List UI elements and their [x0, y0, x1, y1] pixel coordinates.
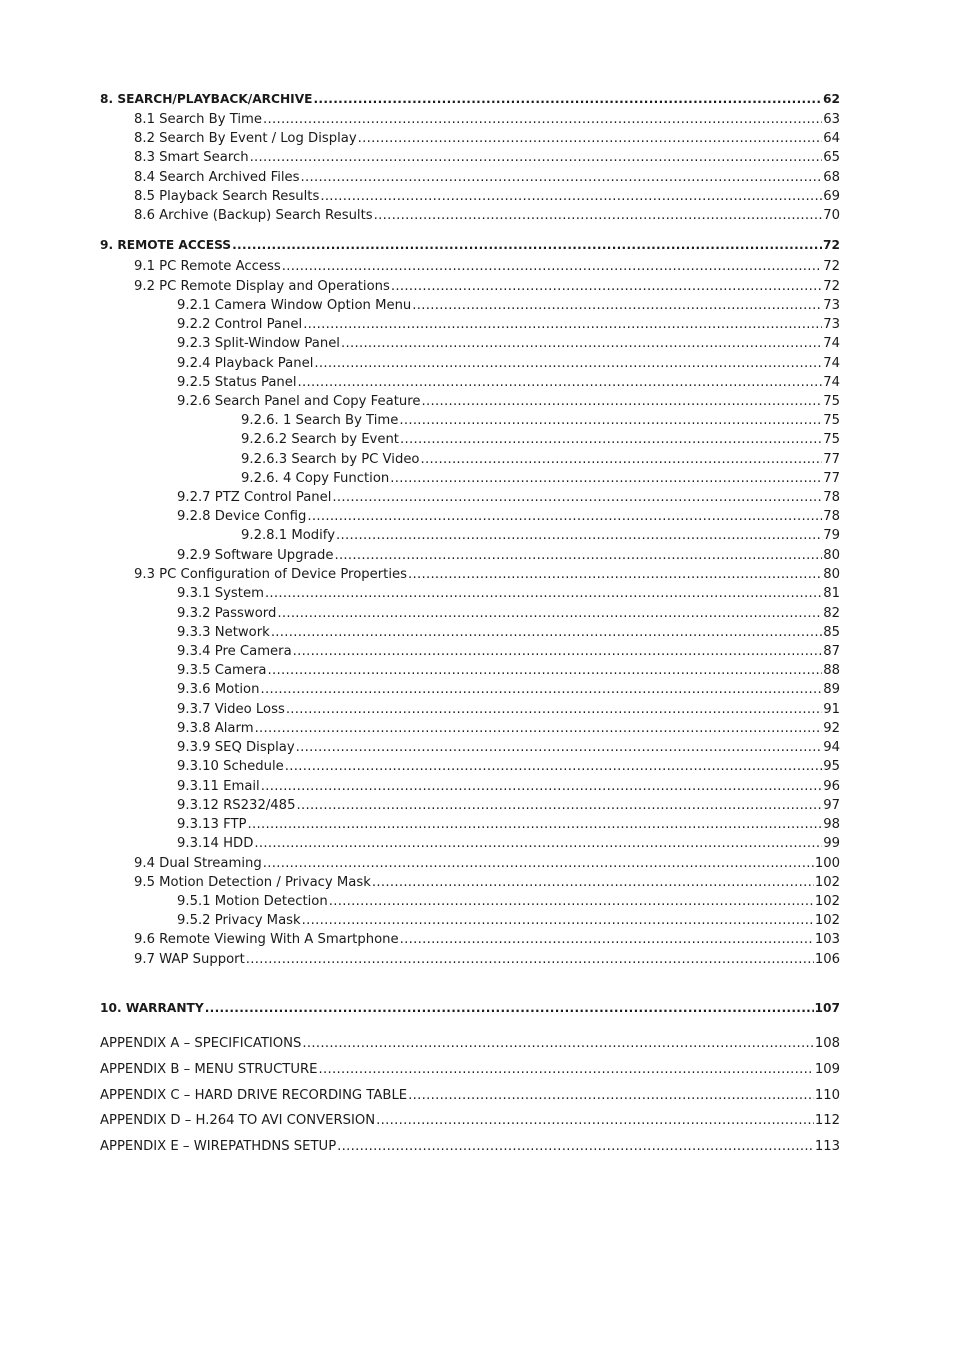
toc-entry-page-number: 110: [814, 1088, 840, 1103]
dot-leader: [296, 739, 823, 756]
toc-entry-page-number: 102: [814, 894, 840, 909]
toc-entry-page-number: 79: [823, 528, 840, 543]
dot-leader: [341, 335, 822, 352]
toc-entry[interactable]: [177, 355, 840, 372]
toc-entry-title: 9. REMOTE ACCESS: [100, 238, 232, 252]
toc-entry-title: 9.6 Remote Viewing With A Smartphone: [134, 932, 399, 947]
toc-entry-title: 9.2.5 Status Panel: [177, 375, 297, 390]
toc-entry[interactable]: [241, 412, 840, 429]
toc-entry-page-number: 85: [823, 625, 840, 640]
dot-leader: [301, 169, 823, 186]
toc-entry-page-number: 75: [823, 432, 840, 447]
dot-leader: [293, 643, 823, 660]
toc-entry-page-number: 68: [823, 170, 840, 185]
dot-leader: [391, 278, 822, 295]
dot-leader: [261, 778, 822, 795]
dot-leader: [263, 855, 814, 872]
toc-entry[interactable]: [134, 169, 840, 186]
toc-entry-title: 9.2.2 Control Panel: [177, 317, 303, 332]
dot-leader: [254, 835, 822, 852]
toc-entry-title: 9.2.6 Search Panel and Copy Feature: [177, 394, 421, 409]
toc-entry[interactable]: [177, 643, 840, 660]
toc-entry-title: 9.5.1 Motion Detection: [177, 894, 328, 909]
toc-entry-title: 9.2.4 Playback Panel: [177, 356, 314, 371]
dot-leader: [313, 91, 822, 108]
toc-entry[interactable]: [177, 547, 840, 564]
toc-entry-page-number: 89: [823, 682, 840, 697]
toc-entry-page-number: 102: [814, 875, 840, 890]
toc-entry-title: 8.4 Search Archived Files: [134, 170, 300, 185]
toc-entry-page-number: 108: [814, 1036, 840, 1051]
toc-entry[interactable]: [177, 489, 840, 506]
toc-entry-title: 9.3.4 Pre Camera: [177, 644, 292, 659]
dot-leader: [422, 393, 823, 410]
toc-entry[interactable]: [177, 316, 840, 333]
toc-entry[interactable]: [134, 258, 840, 275]
toc-entry-title: 9.3.6 Motion: [177, 682, 260, 697]
toc-entry-page-number: 65: [823, 150, 840, 165]
toc-entry-page-number: 97: [823, 798, 840, 813]
toc-entry[interactable]: [177, 393, 840, 410]
toc-entry-page-number: 80: [823, 548, 840, 563]
toc-entry[interactable]: [100, 1035, 840, 1052]
dot-leader: [246, 951, 814, 968]
toc-entry-title: 9.2.6.2 Search by Event: [241, 432, 399, 447]
toc-entry-title: 9.3.11 Email: [177, 779, 260, 794]
toc-entry[interactable]: [177, 912, 840, 929]
dot-leader: [399, 412, 822, 429]
toc-entry[interactable]: [177, 585, 840, 602]
toc-entry-title: 9.4 Dual Streaming: [134, 856, 262, 871]
toc-entry[interactable]: [134, 566, 840, 583]
toc-entry-title: APPENDIX E – WIREPATHDNS SETUP: [100, 1139, 337, 1154]
toc-entry[interactable]: [177, 335, 840, 352]
toc-entry-title: APPENDIX A – SPECIFICATIONS: [100, 1036, 302, 1051]
toc-entry-page-number: 75: [823, 394, 840, 409]
dot-leader: [314, 355, 822, 372]
dot-leader: [232, 237, 822, 254]
dot-leader: [421, 451, 823, 468]
toc-entry[interactable]: [177, 797, 840, 814]
dot-leader: [302, 912, 814, 929]
toc-entry[interactable]: [100, 237, 840, 254]
toc-entry-title: 8.3 Smart Search: [134, 150, 249, 165]
dot-leader: [263, 111, 822, 128]
toc-entry-title: 9.3.5 Camera: [177, 663, 267, 678]
toc-entry-title: 9.3.14 HDD: [177, 836, 254, 851]
toc-entry-page-number: 75: [823, 413, 840, 428]
toc-entry[interactable]: [134, 951, 840, 968]
toc-entry-page-number: 78: [823, 490, 840, 505]
toc-entry-page-number: 77: [823, 471, 840, 486]
toc-entry-page-number: 96: [823, 779, 840, 794]
toc-entry-page-number: 74: [823, 336, 840, 351]
toc-entry[interactable]: [177, 720, 840, 737]
toc-entry[interactable]: [100, 1112, 840, 1129]
dot-leader: [282, 258, 822, 275]
toc-entry[interactable]: [134, 149, 840, 166]
toc-entry-page-number: 82: [823, 606, 840, 621]
toc-entry-title: 9.3.8 Alarm: [177, 721, 254, 736]
toc-entry-title: 9.2.6.3 Search by PC Video: [241, 452, 420, 467]
toc-entry-title: 9.2.8.1 Modify: [241, 528, 336, 543]
toc-entry-page-number: 103: [814, 932, 840, 947]
toc-entry-title: 9.2.8 Device Config: [177, 509, 307, 524]
toc-entry-title: 9.3.3 Network: [177, 625, 270, 640]
dot-leader: [400, 931, 814, 948]
toc-entry-page-number: 73: [823, 317, 840, 332]
toc-entry[interactable]: [134, 111, 840, 128]
toc-entry-title: 9.3.10 Schedule: [177, 759, 284, 774]
toc-entry[interactable]: [177, 893, 840, 910]
toc-entry[interactable]: [177, 297, 840, 314]
toc-entry-page-number: 81: [823, 586, 840, 601]
toc-entry-page-number: 98: [823, 817, 840, 832]
toc-entry[interactable]: [241, 470, 840, 487]
dot-leader: [286, 701, 822, 718]
dot-leader: [408, 1087, 814, 1104]
toc-entry-page-number: 80: [823, 567, 840, 582]
dot-leader: [336, 527, 822, 544]
dot-leader: [412, 297, 822, 314]
dot-leader: [372, 874, 814, 891]
toc-entry-page-number: 70: [823, 208, 840, 223]
toc-entry[interactable]: [177, 624, 840, 641]
toc-entry-title: 9.1 PC Remote Access: [134, 259, 281, 274]
toc-entry-page-number: 77: [823, 452, 840, 467]
toc-entry-page-number: 63: [823, 112, 840, 127]
dot-leader: [400, 431, 822, 448]
toc-entry-title: APPENDIX C – HARD DRIVE RECORDING TABLE: [100, 1088, 408, 1103]
toc-entry-title: 9.3.1 System: [177, 586, 264, 601]
dot-leader: [390, 470, 822, 487]
toc-entry-title: 9.2 PC Remote Display and Operations: [134, 279, 390, 294]
dot-leader: [358, 130, 823, 147]
toc-entry-title: 9.7 WAP Support: [134, 952, 245, 967]
toc-entry-title: 9.3.9 SEQ Display: [177, 740, 295, 755]
toc-entry-page-number: 94: [823, 740, 840, 755]
dot-leader: [250, 149, 823, 166]
toc-entry[interactable]: [177, 662, 840, 679]
toc-entry-title: 9.3.12 RS232/485: [177, 798, 296, 813]
toc-entry[interactable]: [134, 130, 840, 147]
toc-entry[interactable]: [177, 508, 840, 525]
dot-leader: [268, 662, 823, 679]
toc-entry[interactable]: [177, 681, 840, 698]
toc-entry-title: 9.3.13 FTP: [177, 817, 247, 832]
dot-leader: [255, 720, 823, 737]
toc-entry-title: 8.2 Search By Event / Log Display: [134, 131, 357, 146]
toc-entry-page-number: 73: [823, 298, 840, 313]
toc-entry-page-number: 109: [814, 1062, 840, 1077]
toc-entry-title: 9.5.2 Privacy Mask: [177, 913, 301, 928]
toc-entry[interactable]: [177, 374, 840, 391]
toc-entry-page-number: 92: [823, 721, 840, 736]
toc-entry-page-number: 87: [823, 644, 840, 659]
toc-entry-title: 9.3 PC Configuration of Device Properties: [134, 567, 407, 582]
toc-entry-title: 9.2.3 Split-Window Panel: [177, 336, 340, 351]
toc-entry[interactable]: [100, 1087, 840, 1104]
dot-leader: [303, 316, 822, 333]
toc-entry-title: 8.5 Playback Search Results: [134, 189, 320, 204]
dot-leader: [307, 508, 822, 525]
dot-leader: [320, 188, 822, 205]
toc-entry[interactable]: [134, 874, 840, 891]
toc-entry-page-number: 72: [823, 259, 840, 274]
toc-entry[interactable]: [177, 701, 840, 718]
toc-entry-page-number: 99: [823, 836, 840, 851]
toc-entry-title: 9.3.7 Video Loss: [177, 702, 285, 717]
dot-leader: [298, 374, 823, 391]
toc-entry[interactable]: [100, 91, 840, 108]
toc-entry-page-number: 113: [814, 1139, 840, 1154]
toc-entry-page-number: 74: [823, 375, 840, 390]
toc-entry-page-number: 72: [823, 279, 840, 294]
toc-entry[interactable]: [177, 758, 840, 775]
dot-leader: [319, 1061, 814, 1078]
toc-entry-page-number: 88: [823, 663, 840, 678]
dot-leader: [277, 605, 822, 622]
toc-entry[interactable]: [241, 527, 840, 544]
toc-entry-title: 9.2.6. 4 Copy Function: [241, 471, 390, 486]
toc-entry[interactable]: [177, 816, 840, 833]
toc-entry-title: 9.2.1 Camera Window Option Menu: [177, 298, 412, 313]
toc-entry[interactable]: [134, 278, 840, 295]
toc-entry-page-number: 102: [814, 913, 840, 928]
dot-leader: [408, 566, 822, 583]
toc-entry[interactable]: [177, 778, 840, 795]
dot-leader: [265, 585, 822, 602]
toc-entry-title: APPENDIX D – H.264 TO AVI CONVERSION: [100, 1113, 376, 1128]
toc-entry[interactable]: [241, 431, 840, 448]
toc-entry-page-number: 100: [814, 856, 840, 871]
dot-leader: [334, 547, 822, 564]
toc-entry-page-number: 107: [814, 1001, 840, 1015]
toc-entry[interactable]: [177, 835, 840, 852]
toc-entry-title: APPENDIX B – MENU STRUCTURE: [100, 1062, 318, 1077]
toc-entry-title: 9.2.7 PTZ Control Panel: [177, 490, 332, 505]
dot-leader: [329, 893, 814, 910]
toc-entry-page-number: 95: [823, 759, 840, 774]
toc-entry-title: 8.6 Archive (Backup) Search Results: [134, 208, 373, 223]
toc-entry-title: 8. SEARCH/PLAYBACK/ARCHIVE: [100, 92, 313, 106]
dot-leader: [376, 1112, 814, 1129]
dot-leader: [248, 816, 823, 833]
toc-entry-page-number: 112: [814, 1113, 840, 1128]
toc-entry[interactable]: [177, 605, 840, 622]
dot-leader: [296, 797, 822, 814]
toc-entry-title: 9.5 Motion Detection / Privacy Mask: [134, 875, 371, 890]
toc-entry-page-number: 69: [823, 189, 840, 204]
dot-leader: [332, 489, 822, 506]
toc-entry-title: 8.1 Search By Time: [134, 112, 262, 127]
toc-entry-page-number: 106: [814, 952, 840, 967]
toc-entry[interactable]: [134, 931, 840, 948]
toc-entry-page-number: 72: [823, 238, 840, 252]
toc-entry-title: 9.2.9 Software Upgrade: [177, 548, 334, 563]
toc-entry[interactable]: [100, 1138, 840, 1155]
dot-leader: [285, 758, 822, 775]
toc-entry-page-number: 91: [823, 702, 840, 717]
toc-entry-page-number: 78: [823, 509, 840, 524]
dot-leader: [374, 207, 823, 224]
dot-leader: [302, 1035, 813, 1052]
toc-entry[interactable]: [134, 188, 840, 205]
toc-entry[interactable]: [134, 207, 840, 224]
toc-entry-title: 9.3.2 Password: [177, 606, 277, 621]
toc-entry[interactable]: [100, 1000, 840, 1017]
toc-entry[interactable]: [134, 855, 840, 872]
toc-entry[interactable]: [100, 1061, 840, 1078]
dot-leader: [337, 1138, 814, 1155]
toc-entry-title: 10. WARRANTY: [100, 1001, 204, 1015]
dot-leader: [205, 1000, 814, 1017]
toc-entry-page-number: 64: [823, 131, 840, 146]
toc-entry-title: 9.2.6. 1 Search By Time: [241, 413, 399, 428]
toc-entry[interactable]: [177, 739, 840, 756]
toc-entry[interactable]: [241, 451, 840, 468]
toc-entry-page-number: 62: [823, 92, 840, 106]
toc-entry-page-number: 74: [823, 356, 840, 371]
dot-leader: [260, 681, 822, 698]
dot-leader: [271, 624, 822, 641]
